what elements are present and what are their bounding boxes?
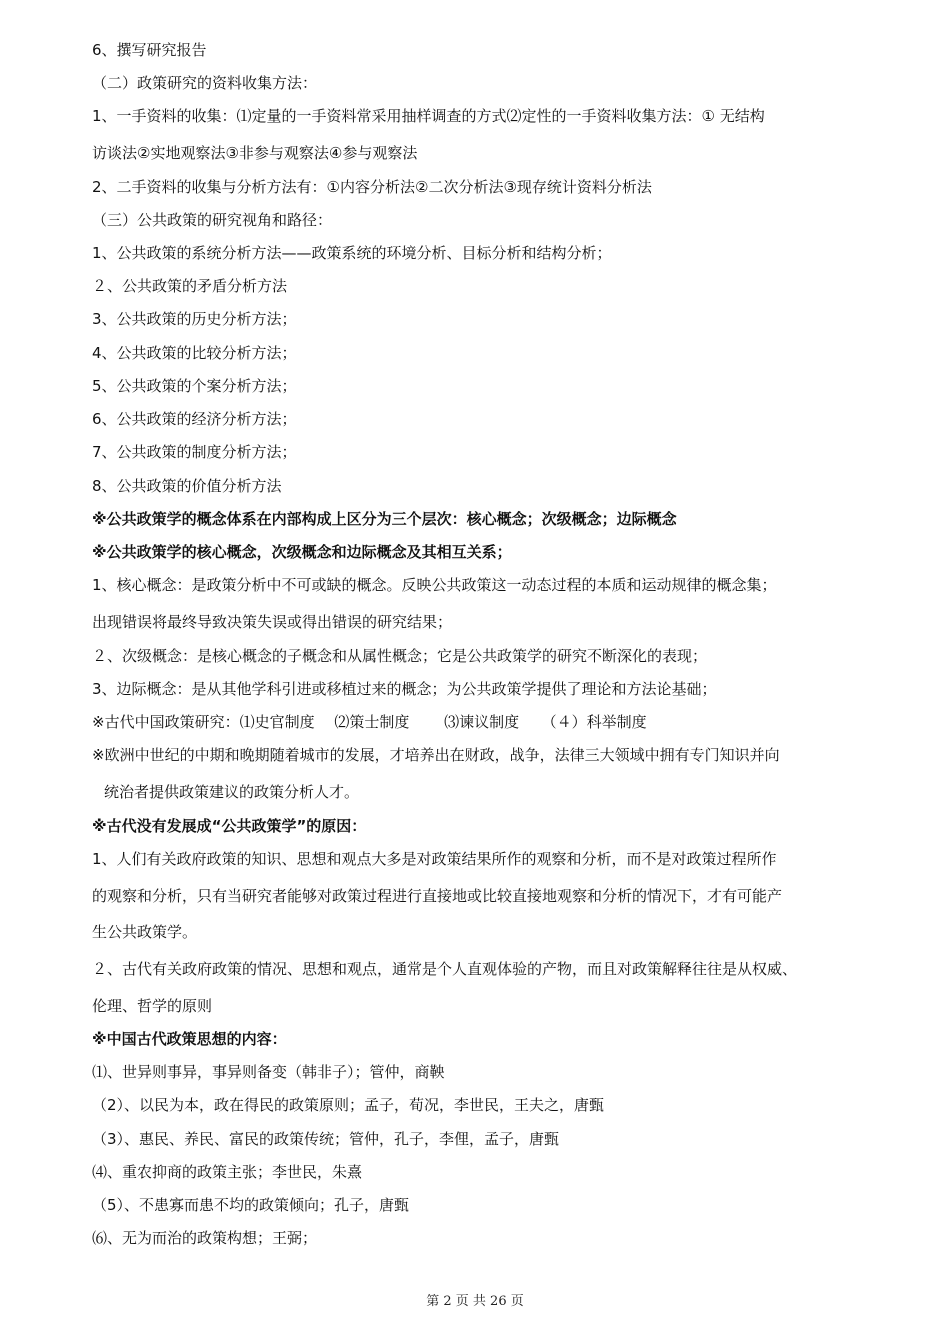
text-line: （5）、不患寡而患不均的政策倾向；孔子，唐甄	[92, 1196, 410, 1214]
text-line: （三）公共政策的研究视角和路径：	[92, 211, 333, 229]
text-line: ⑹、无为而治的政策构想；王弼；	[92, 1229, 318, 1247]
text-line: （2）、以民为本，政在得民的政策原则；孟子，荀况，李世民，王夫之，唐甄	[92, 1096, 605, 1114]
text-line: 出现错误将最终导致决策失误或得出错误的研究结果；	[92, 613, 453, 631]
text-line: 8、公共政策的价值分析方法	[92, 477, 282, 495]
text-line: 7、公共政策的制度分析方法；	[92, 443, 297, 461]
text-line: 2、二手资料的收集与分析方法有：①内容分析法②二次分析法③现存统计资料分析法	[92, 178, 652, 196]
page-footer: 第 2 页 共 26 页	[426, 1294, 524, 1309]
section-heading: ※古代没有发展成“公共政策学”的原因：	[92, 817, 367, 835]
text-line: 3、边际概念：是从其他学科引进或移植过来的概念；为公共政策学提供了理论和方法论基础；	[92, 680, 717, 698]
text-line: （二）政策研究的资料收集方法：	[92, 74, 318, 92]
text-line: 1、一手资料的收集：⑴定量的一手资料常采用抽样调查的方式⑵定性的一手资料收集方法：① 无结构	[92, 107, 765, 125]
text-line: 3、公共政策的历史分析方法；	[92, 310, 297, 328]
text-line: ⑷、重农抑商的政策主张；李世民，朱熹	[92, 1163, 363, 1181]
text-line: ２、公共政策的矛盾分析方法	[92, 277, 288, 295]
text-line: ⑴、世异则事异，事异则备变（韩非子）；管仲，商鞅	[92, 1063, 445, 1081]
text-line: ※欧洲中世纪的中期和晚期随着城市的发展，才培养出在财政，战争，法律三大领域中拥有专门知识并向	[92, 746, 780, 764]
text-line: ２、次级概念：是核心概念的子概念和从属性概念；它是公共政策学的研究不断深化的表现；	[92, 647, 708, 665]
text-line: ２、古代有关政府政策的情况、思想和观点，通常是个人直观体验的产物，而且对政策解释往往是从权威、	[92, 960, 798, 978]
text-line: 1、核心概念：是政策分析中不可或缺的概念。反映公共政策这一动态过程的本质和运动规律的概念集；	[92, 576, 777, 594]
section-heading: ※中国古代政策思想的内容：	[92, 1030, 287, 1048]
text-line: 统治者提供政策建议的政策分析人才。	[104, 783, 360, 801]
text-line: ※古代中国政策研究：⑴史官制度 ⑵策士制度 ⑶谏议制度 （４）科举制度	[92, 713, 647, 731]
text-line: 1、公共政策的系统分析方法——政策系统的环境分析、目标分析和结构分析；	[92, 244, 612, 262]
text-line: （3）、惠民、养民、富民的政策传统；管仲，孔子，李俚，孟子，唐甄	[92, 1130, 560, 1148]
text-line: 6、撰写研究报告	[92, 41, 207, 59]
text-line: 4、公共政策的比较分析方法；	[92, 344, 297, 362]
text-line: 访谈法②实地观察法③非参与观察法④参与观察法	[92, 144, 418, 162]
text-line: 1、人们有关政府政策的知识、思想和观点大多是对政策结果所作的观察和分析，而不是对政策过程所作	[92, 850, 777, 868]
text-line: 生公共政策学。	[92, 923, 198, 941]
text-line: 5、公共政策的个案分析方法；	[92, 377, 297, 395]
text-line: 的观察和分析，只有当研究者能够对政策过程进行直接地或比较直接地观察和分析的情况下，才有可能产	[92, 887, 783, 905]
text-line: 6、公共政策的经济分析方法；	[92, 410, 297, 428]
section-heading: ※公共政策学的概念体系在内部构成上区分为三个层次：核心概念；次级概念；边际概念	[92, 510, 677, 528]
text-line: 伦理、哲学的原则	[92, 997, 213, 1015]
section-heading: ※公共政策学的核心概念，次级概念和边际概念及其相互关系；	[92, 543, 512, 561]
